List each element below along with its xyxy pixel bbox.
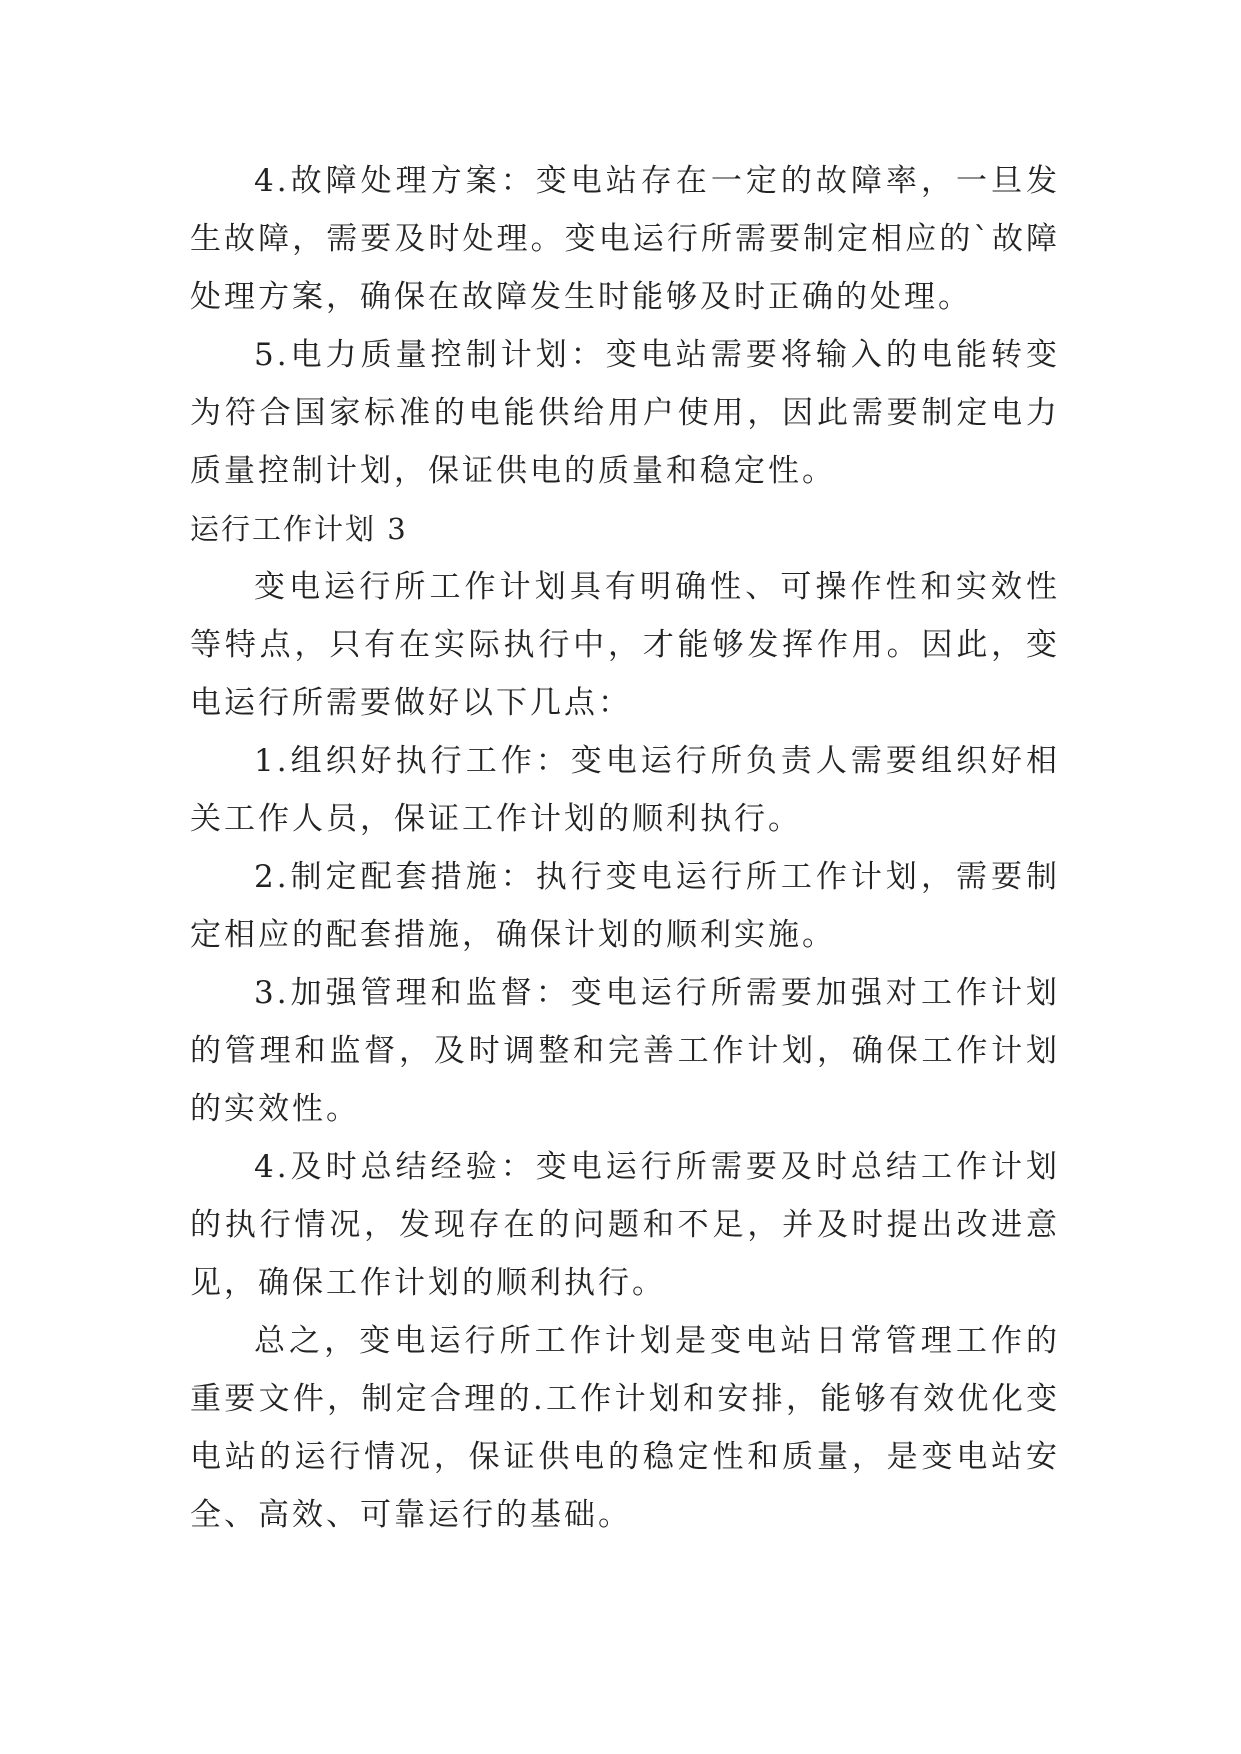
paragraph-organize-execution: 1.组织好执行工作：变电运行所负责人需要组织好相关工作人员，保证工作计划的顺利执行。 <box>190 743 1060 837</box>
section-heading: 运行工作计划 3 <box>190 512 408 546</box>
paragraph-power-quality-plan: 5.电力质量控制计划：变电站需要将输入的电能转变为符合国家标准的电能供给用户使用，因此需要制定电力质量控制计划，保证供电的质量和稳定性。 <box>190 337 1060 489</box>
paragraph-conclusion: 总之，变电运行所工作计划是变电站日常管理工作的重要文件，制定合理的.工作计划和安排，能够有效优化变电站的运行情况，保证供电的稳定性和质量，是变电站安全、高效、可靠运行的基础。 <box>190 1323 1060 1533</box>
paragraph-management-supervision: 3.加强管理和监督：变电运行所需要加强对工作计划的管理和监督，及时调整和完善工作计划，确保工作计划的实效性。 <box>190 975 1060 1127</box>
paragraph-supporting-measures: 2.制定配套措施：执行变电运行所工作计划，需要制定相应的配套措施，确保计划的顺利实施。 <box>190 859 1060 953</box>
document-body <box>190 152 1060 1544</box>
paragraph-fault-handling-plan: 4.故障处理方案：变电站存在一定的故障率，一旦发生故障，需要及时处理。变电运行所需要制定相应的`故障处理方案，确保在故障发生时能够及时正确的处理。 <box>190 163 1060 315</box>
paragraph-plan-intro: 变电运行所工作计划具有明确性、可操作性和实效性等特点，只有在实际执行中，才能够发挥作用。因此，变电运行所需要做好以下几点： <box>190 569 1060 721</box>
paragraph-summarize-experience: 4.及时总结经验：变电运行所需要及时总结工作计划的执行情况，发现存在的问题和不足，并及时提出改进意见，确保工作计划的顺利执行。 <box>190 1149 1060 1301</box>
